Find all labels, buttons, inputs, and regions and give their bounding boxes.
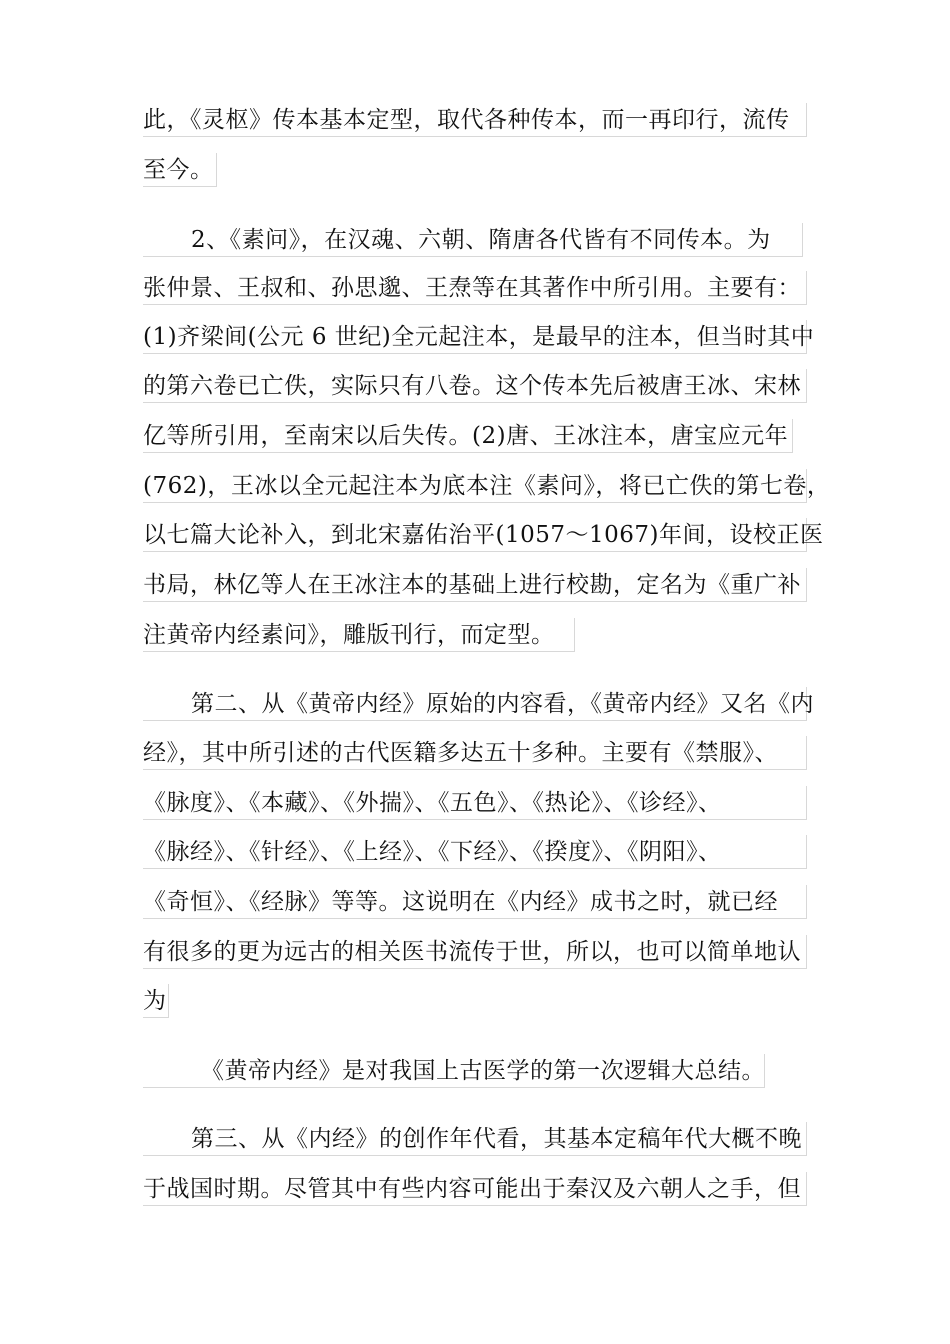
text-line: 至今。: [143, 153, 217, 187]
text-line: 《黄帝内经》是对我国上古医学的第一次逻辑大总结。: [143, 1054, 765, 1088]
text-line: 此，《灵枢》传本基本定型，取代各种传本，而一再印行，流传: [143, 103, 807, 137]
text-line: (1)齐梁间(公元 6 世纪)全元起注本，是最早的注本，但当时其中: [143, 320, 807, 354]
text-line: 经》，其中所引述的古代医籍多达五十多种。主要有《禁服》、: [143, 736, 807, 770]
text-line: 张仲景、王叔和、孙思邈、王焘等在其著作中所引用。主要有：: [143, 271, 807, 305]
text-line: 亿等所引用，至南宋以后失传。(2)唐、王冰注本，唐宝应元年: [143, 419, 793, 453]
text-line: 的第六卷已亡佚，实际只有八卷。这个传本先后被唐王冰、宋林: [143, 369, 807, 403]
text-line: 《脉度》、《本藏》、《外揣》、《五色》、《热论》、《诊经》、: [143, 786, 807, 820]
text-line: 第三、从《内经》的创作年代看，其基本定稿年代大概不晚: [143, 1122, 807, 1156]
text-line: 以七篇大论补入，到北宋嘉佑治平(1057～1067)年间，设校正医: [143, 518, 807, 552]
text-line: 注黄帝内经素问》，雕版刊行，而定型。: [143, 618, 575, 652]
text-line: 第二、从《黄帝内经》原始的内容看，《黄帝内经》又名《内: [143, 687, 807, 721]
text-line: 书局，林亿等人在王冰注本的基础上进行校勘，定名为《重广补: [143, 568, 807, 602]
text-line: (762)，王冰以全元起注本为底本注《素问》，将已亡佚的第七卷，: [143, 469, 807, 503]
text-line: 于战国时期。尽管其中有些内容可能出于秦汉及六朝人之手，但: [143, 1172, 807, 1206]
text-line: 为: [143, 984, 169, 1018]
text-line: 《脉经》、《针经》、《上经》、《下经》、《揆度》、《阴阳》、: [143, 835, 807, 869]
text-line: 《奇恒》、《经脉》等等。这说明在《内经》成书之时，就已经: [143, 885, 807, 919]
text-line: 有很多的更为远古的相关医书流传于世，所以，也可以简单地认: [143, 935, 807, 969]
text-line: 2、《素问》，在汉魂、六朝、隋唐各代皆有不同传本。为: [143, 223, 803, 257]
